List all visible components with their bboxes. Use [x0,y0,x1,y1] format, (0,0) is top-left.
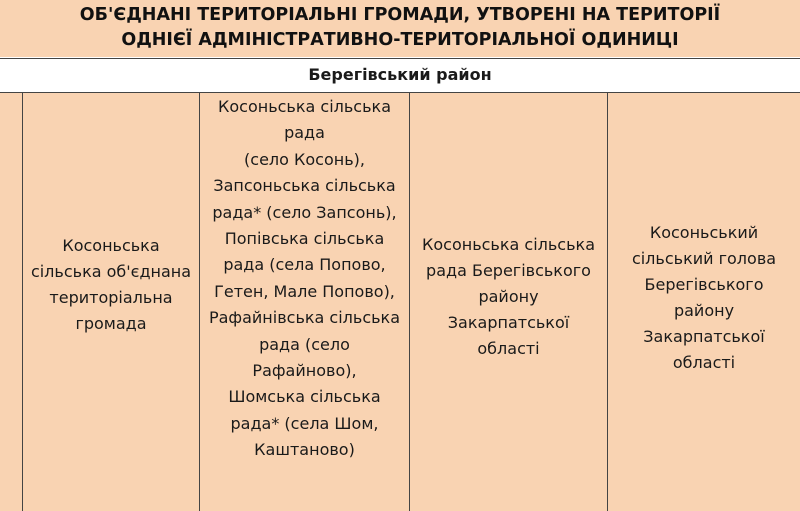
center-council-name: Косоньська сільська рада Берегівського району Закарпатської області [422,235,595,358]
table-title [0,0,800,57]
row-number-cell [0,93,22,511]
council-item: Косоньська сільська рада [218,97,391,143]
district-heading: Берегівський район [0,58,800,93]
table-row [0,93,800,511]
community-name: Косоньська сільська об'єднана територіальна громада [30,236,192,333]
head-title: Косоньський сільський голова Берегівського району Закарпатської області [631,223,777,372]
title-line-1: ОБ'ЄДНАНІ ТЕРИТОРІАЛЬНІ ГРОМАДИ, УТВОРЕНІ НА ТЕРИТОРІЇ [79,5,721,25]
council-item: Рафайнівська сільська рада (село Рафайново), [208,308,401,381]
head-cell [607,93,800,511]
center-council-cell [409,93,607,511]
councils-cell [199,93,409,511]
community-cell [22,93,199,511]
council-item: Шомська сільська рада* (села Шом, Каштаново) [228,387,381,460]
council-item: Запсоньська сільська рада* (село Запсонь), Попівська сільська рада (села Попово, Гетен, Мале Попово), [212,176,397,301]
council-item: (село Косонь), [244,149,365,169]
title-line-2: ОДНІЄЇ АДМІНІСТРАТИВНО-ТЕРИТОРІАЛЬНОЇ ОДИНИЦІ [121,30,679,50]
